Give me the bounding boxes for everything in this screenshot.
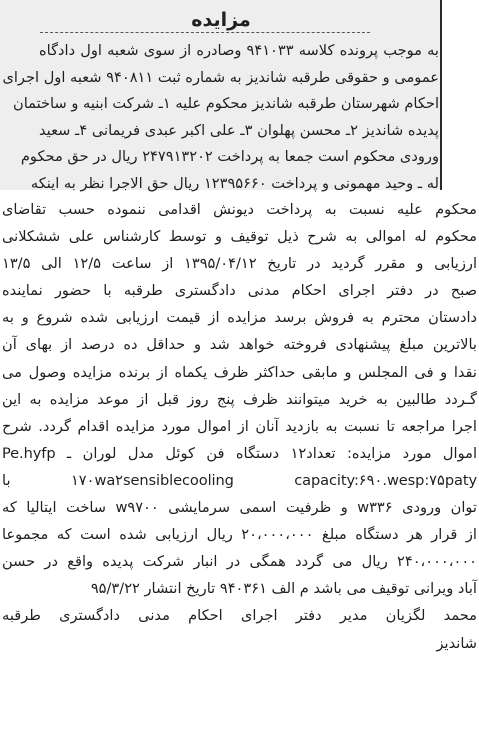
intro-line: احکام شهرستان طرقبه شاندیز محکوم علیه ۱ـ شرکت ابنیه و ساختمان: [12, 95, 439, 113]
intro-line: پدیده شاندیز ۲ـ محسن پهلوان ۳ـ علی اکبر عبدی فریمانی ۴ـ سعید: [39, 121, 439, 139]
body-line: ۱۷۰wa۲sensiblecooling capacity:۶۹۰.wesp:۷۵paty با: [2, 471, 477, 489]
body-line: صبح در دفتر اجرای احکام مدنی دادگستری طرقبه با حضور نماینده: [2, 282, 477, 300]
intro-line: عمومی و حقوقی طرقبه شاندیز به شماره ثبت ۹۴۰۸۱۱ شعبه اول اجرای: [2, 68, 439, 86]
title-underline: [40, 32, 370, 33]
body-line: ۲۴۰،۰۰۰،۰۰۰ ریال می گردد همگی در انبار شرکت پدیده واقع در حسن: [2, 553, 477, 571]
notice-intro: [2, 38, 439, 198]
intro-line: به موجب پرونده کلاسه ۹۴۱۰۳۳ وصادره از سوی شعبه اول دادگاه: [39, 42, 439, 59]
notice-title: مزایده: [191, 9, 251, 31]
body-line: محکوم علیه نسبت به پرداخت دیونش اقدامی ننموده حسب تقاضای: [2, 201, 477, 218]
body-line: ارزیابی و مقرر گردید در تاریخ ۱۳۹۵/۰۴/۱۲ از ساعت ۱۲/۵ الی ۱۳/۵: [2, 255, 478, 273]
body-line: از قرار هر دستگاه مبلغ ۲۰،۰۰۰،۰۰۰ ریال ارزیابی شده است که مجموعا: [2, 526, 477, 544]
notice-body: [2, 196, 477, 657]
body-line: اموال مورد مزایده: تعداد۱۲ دستگاه فن کوئل مدل لوران ـ Pe.hyfp: [2, 444, 477, 462]
body-line: آباد ویرانی توقیف می باشد م الف ۹۴۰۳۶۱ تاریخ انتشار ۹۵/۳/۲۲: [90, 580, 477, 598]
body-line: محکوم له اموالی به شرح ذیل توقیف و توسط کارشناس علی ششکلانی: [2, 228, 477, 246]
signature-line-end: شاندیز: [436, 634, 477, 652]
body-line: گـردد طالبین به خرید میتوانند ظرف پنج روز قبل از موعد مزایده به این: [2, 390, 477, 408]
body-line: اجرا مراجعه تا نسبت به بازدید آنان از اموال مورد مزایده اقدام گردد. شرح: [2, 417, 477, 435]
body-line: نقدا و فی المجلس و مابقی حداکثر ظرف یکماه از برنده مزایده وصول می: [2, 363, 477, 381]
body-line: دادستان محترم به فروش برسد مزایده از قیمت ارزیابی شده شروع و به: [2, 309, 477, 327]
body-line: بالاترین مبلغ پیشنهادی فروخته خواهد شد و حداقل ده درصد از بهای آن: [2, 336, 477, 354]
intro-line: له ـ وحید مهمونی و پرداخت ۱۲۳۹۵۶۶۰ ریال حق الاجرا نظر به اینکه: [30, 174, 439, 192]
intro-line: ورودی محکوم است جمعا به پرداخت ۲۴۷۹۱۳۲۰۲ ریال در حق محکوم: [20, 148, 439, 166]
body-line: توان ورودی w۳۳۶ و ظرفیت اسمی سرمایشی w۹۷۰۰ ساخت ایتالیا که: [2, 499, 477, 517]
signature-line: محمد لگزیان مدیر دفتر اجرای احکام مدنی دادگستری طرقبه: [2, 607, 477, 625]
